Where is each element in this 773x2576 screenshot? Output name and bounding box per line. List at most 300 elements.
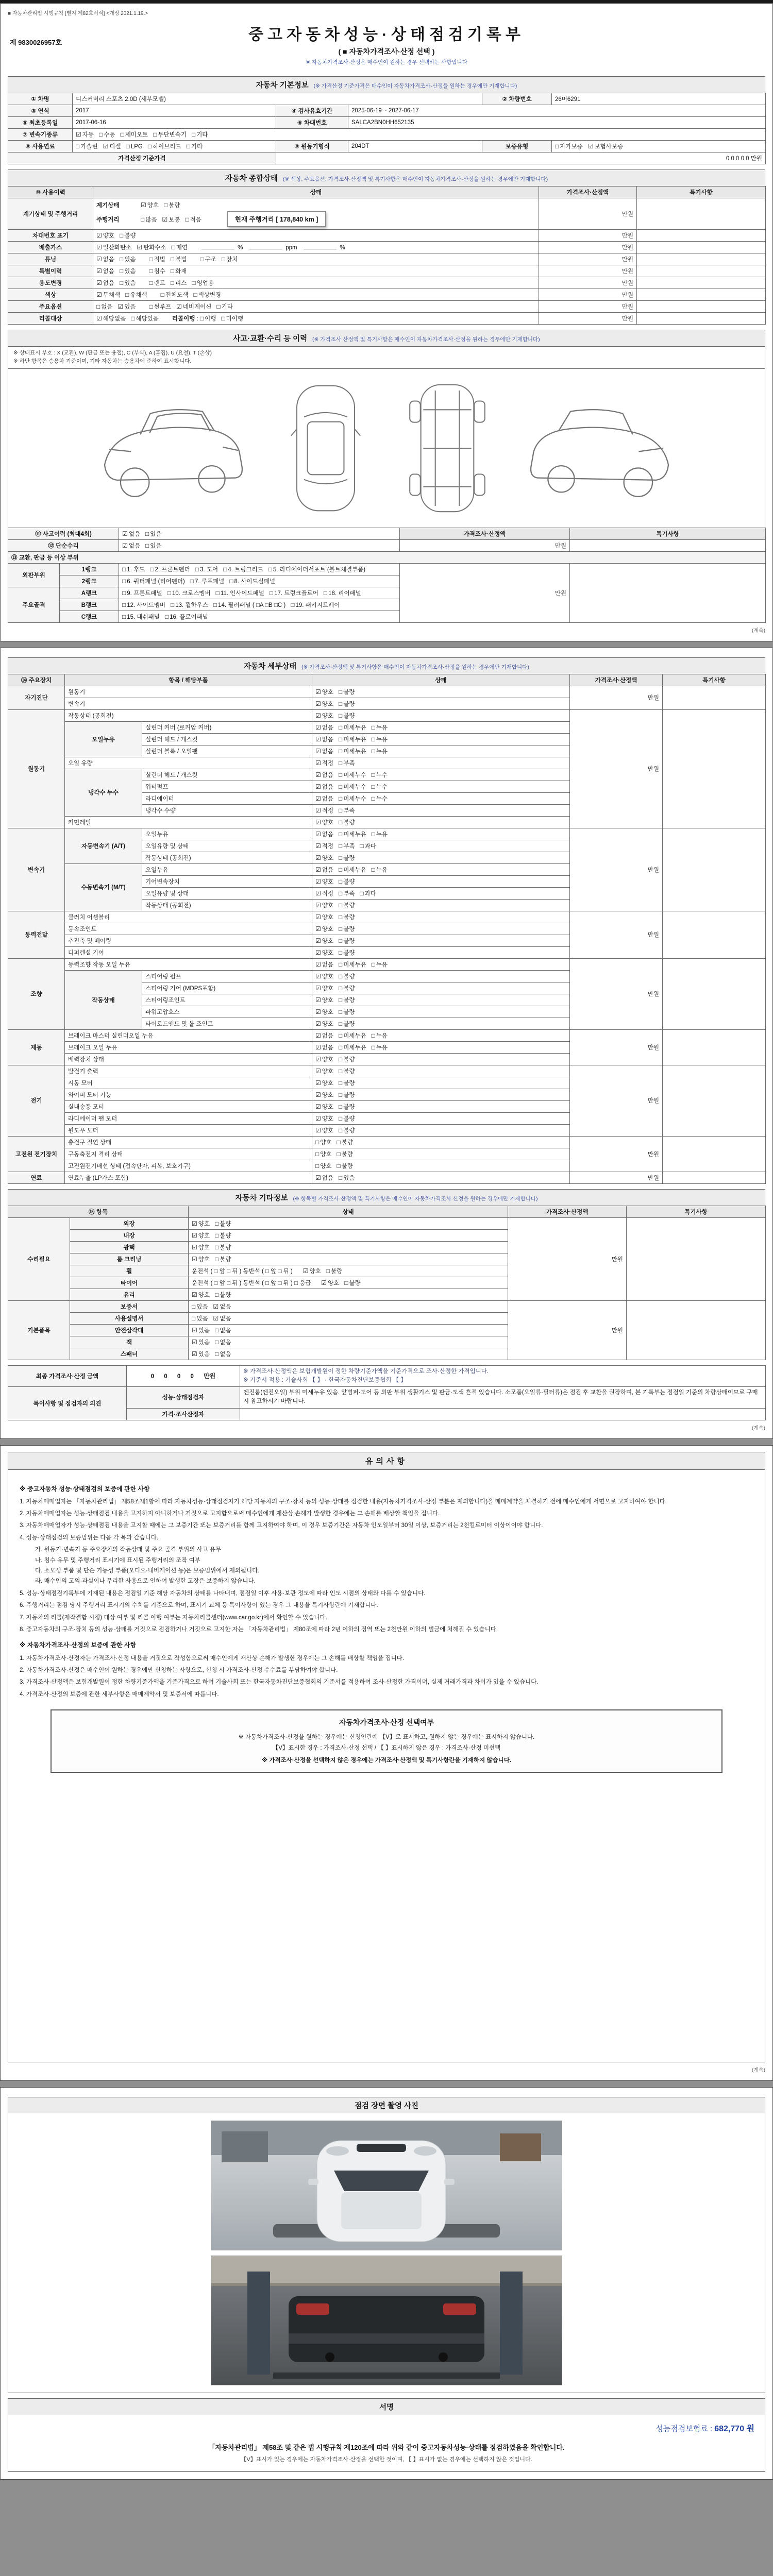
item-cell: 배력장치 상태: [65, 1053, 312, 1065]
column-header: ⑭ 주요장치: [8, 674, 65, 686]
checkbox-checked[interactable]: ☑ 없음: [96, 267, 114, 275]
checkbox-checked[interactable]: ☑ 해당없음: [96, 315, 126, 322]
checkbox-unchecked[interactable]: □ 전체도색: [160, 291, 189, 298]
checkbox-checked[interactable]: ☑ 양호: [315, 1079, 333, 1087]
note-cell: [663, 1065, 766, 1136]
section-detail-condition: [8, 657, 765, 1184]
price-cell: 만원: [570, 1029, 663, 1065]
checkbox-checked[interactable]: ☑ 양호: [315, 1126, 333, 1134]
state-cell: [312, 887, 570, 899]
checkbox-unchecked[interactable]: □ 많음: [141, 216, 157, 223]
checkbox-unchecked[interactable]: □ 불량: [338, 913, 355, 921]
checkbox-checked[interactable]: ☑ 없음: [315, 866, 333, 873]
checkbox-unchecked[interactable]: □ 무단변속기: [153, 131, 187, 138]
state-cell: [189, 1324, 508, 1336]
checkbox-unchecked[interactable]: □ 불량: [338, 688, 355, 696]
label-cell: 특별이력: [8, 265, 93, 277]
note-cell: [627, 1217, 766, 1300]
checkbox-checked[interactable]: ☑ 없음: [213, 1314, 231, 1322]
checkbox-unchecked[interactable]: □ 17. 트렁크플로어: [269, 589, 318, 597]
checkbox-unchecked[interactable]: □ 16. 플로어패널: [164, 613, 208, 620]
checkbox-checked[interactable]: ☑ 양호: [315, 913, 333, 921]
checkbox-unchecked[interactable]: □ 누유: [371, 866, 388, 873]
checkbox-unchecked[interactable]: □ 부족: [338, 759, 355, 767]
checkbox-unchecked[interactable]: □ 있음: [119, 267, 136, 275]
checkbox-unchecked[interactable]: □ 불량: [338, 1008, 355, 1015]
checkbox-unchecked[interactable]: □ 미세누유: [338, 723, 366, 731]
item-cell: 오일유량 및 상태: [142, 840, 312, 852]
checkbox-unchecked[interactable]: □ 15. 대쉬패널: [122, 613, 160, 620]
notice-title: 유의사항: [8, 1452, 765, 1470]
notice-item: 4. 성능·상태점검의 보증범위는 다음 각 목과 같습니다.: [20, 1534, 159, 1541]
continue-mark: (계속): [752, 1425, 765, 1431]
checkbox-unchecked[interactable]: □ 양호: [315, 1150, 332, 1158]
inspector-comment: 엔진룸(엔진오일) 부위 미세누유 있음. 앞범퍼·도어 등 외판 부위 생활기스 및 판금·도색 흔적 있습니다. 소모품(오일류·필터류)은 점검 후 교환을 권장하며, 본 기록부는 점검일 기준의 차량상태이므로 구매 시 참고하시기 바랍니다.: [240, 1387, 766, 1409]
note-cell: [637, 198, 766, 230]
checkbox-checked[interactable]: ☑ 있음: [192, 1350, 210, 1358]
column-header: 가격조사·산정액: [400, 528, 570, 539]
checkbox-icon: ☑: [213, 1302, 219, 1310]
checkbox-icon: □: [215, 1243, 219, 1251]
page-2: [0, 648, 773, 1439]
checkbox-checked[interactable]: ☑ 없음: [315, 1043, 333, 1051]
checkbox-icon: ☑: [587, 143, 594, 150]
checkbox-icon: □: [192, 1302, 196, 1310]
checkbox-icon: ☑: [303, 1267, 309, 1275]
checkbox-unchecked[interactable]: □ 미세누수: [338, 794, 366, 802]
item-cell: 작동상태 (공회전): [142, 899, 312, 911]
checkbox-checked[interactable]: ☑ 없음: [96, 256, 114, 263]
section-other-info: [8, 1189, 765, 1360]
checkbox-unchecked[interactable]: □ 18. 리어패널: [323, 589, 361, 597]
checkbox-unchecked[interactable]: □ 미세누유: [338, 866, 366, 873]
checkbox-unchecked[interactable]: □ 양호: [315, 1162, 332, 1170]
checkbox-unchecked[interactable]: □ 불량: [215, 1291, 231, 1298]
checkbox-checked[interactable]: ☑ 양호: [303, 1267, 321, 1275]
checkbox-icon: ☑: [192, 1231, 197, 1239]
checkbox-checked[interactable]: ☑ 없음: [315, 1174, 333, 1181]
state-cell: [312, 721, 570, 733]
other-item-label: 타이어: [70, 1277, 189, 1289]
notice-subitem: 다. 소모성 부품 및 단순 기능성 부품(오디오·내비게이션 등)은 보증범위에서 제외됩니다.: [35, 1568, 260, 1574]
checkbox-unchecked[interactable]: □ 있음: [338, 1174, 355, 1181]
checkbox-unchecked[interactable]: □ 가솔린: [76, 143, 98, 150]
checkbox-unchecked[interactable]: □ 누수: [371, 771, 388, 778]
checkbox-checked[interactable]: ☑ 있음: [192, 1338, 210, 1346]
checkbox-icon: □: [221, 256, 226, 263]
checkbox-unchecked[interactable]: □ 있음: [119, 256, 136, 263]
device-group-label: 제동: [8, 1029, 65, 1065]
checkbox-unchecked[interactable]: □ 이행: [199, 315, 216, 322]
rank-items: [119, 599, 400, 611]
checkbox-checked[interactable]: ☑ 양호: [141, 201, 159, 209]
checkbox-icon: □: [223, 565, 227, 573]
checkbox-checked[interactable]: ☑ 양호: [315, 901, 333, 909]
notice-item: 3. 자동차매매업자가 성능·상태점검 내용을 고지할 때에는 그 보증기간 또는 보증거리를 함께 고지하여야 하며, 이 경우 보증기간은 자동차 인도일부터 30일 이상, 보증거리는 2천킬로미터 이상이어야 합니다.: [20, 1522, 543, 1529]
checkbox-unchecked[interactable]: □ 누유: [371, 1031, 388, 1039]
checkbox-checked[interactable]: ☑ 보통: [162, 216, 180, 223]
input-blank[interactable]: [249, 244, 282, 249]
checkbox-icon: ☑: [96, 256, 102, 263]
checkbox-checked[interactable]: ☑ 없음: [315, 1031, 333, 1039]
checkbox-unchecked[interactable]: □ 매연: [171, 244, 188, 251]
checkbox-unchecked[interactable]: □ 불량: [338, 854, 355, 861]
checkbox-icon: □: [119, 256, 124, 263]
checkbox-checked[interactable]: ☑ 양호: [315, 711, 333, 719]
checkbox-unchecked[interactable]: □ 6. 쿼터패널 (리어펜더): [122, 577, 185, 585]
checkbox-unchecked[interactable]: □ 5. 라디에이터서포트 (볼트체결부품): [268, 565, 366, 573]
checkbox-unchecked[interactable]: □ 있음: [192, 1302, 208, 1310]
checkbox-unchecked[interactable]: □ 과다: [360, 842, 376, 850]
checkbox-checked[interactable]: ☑ 없음: [96, 279, 114, 286]
checkbox-unchecked[interactable]: □ 누수: [371, 783, 388, 790]
state-cell: [312, 1041, 570, 1053]
checkbox-unchecked[interactable]: □ 불량: [163, 201, 180, 209]
price-cell: 만원: [508, 1217, 627, 1300]
checkbox-checked[interactable]: ☑ 있음: [192, 1326, 210, 1334]
checkbox-unchecked[interactable]: □ 부족: [338, 889, 355, 897]
device-group-label: 원동기: [8, 709, 65, 828]
checkbox-unchecked[interactable]: □ 화재: [170, 267, 187, 275]
checkbox-unchecked[interactable]: □ 4. 트렁크리드: [223, 565, 263, 573]
checkbox-checked[interactable]: ☑ 양호: [315, 1055, 333, 1063]
state-cell: [93, 277, 539, 289]
section-title: 자동차 세부상태 (※ 가격조사·산정액 및 특기사항은 매수인이 자동차가격조사·산정을 원하는 경우에만 기재합니다): [8, 657, 765, 674]
checkbox-unchecked[interactable]: □ 렌트: [149, 279, 165, 286]
checkbox-unchecked[interactable]: □ 불량: [338, 1126, 355, 1134]
checkbox-unchecked[interactable]: □ 세미오토: [120, 131, 148, 138]
checkbox-icon: □: [150, 565, 154, 573]
checkbox-checked[interactable]: ☑ 양호: [315, 948, 333, 956]
checkbox-unchecked[interactable]: □ 색상변경: [193, 291, 222, 298]
rank-items: [119, 611, 400, 622]
checkbox-unchecked[interactable]: □ 기타: [186, 143, 203, 150]
checkbox-icon: □: [199, 315, 204, 322]
checkbox-unchecked[interactable]: □ 불량: [215, 1243, 231, 1251]
checkbox-unchecked[interactable]: □ 불량: [215, 1231, 231, 1239]
label-cell: B랭크: [60, 599, 119, 611]
checkbox-icon: ☑: [315, 688, 321, 696]
checkbox-unchecked[interactable]: □ 있음: [145, 541, 162, 549]
state-cell: [312, 781, 570, 792]
checkbox-unchecked[interactable]: □ 썬루프: [149, 303, 172, 310]
price-cell: 만원: [539, 301, 637, 313]
checkbox-checked[interactable]: ☑ 양호: [315, 996, 333, 1004]
checkbox-checked[interactable]: ☑ 없음: [315, 783, 333, 790]
checkbox-checked[interactable]: ☑ 없음: [315, 747, 333, 755]
checkbox-icon: ☑: [315, 925, 321, 933]
continue-mark: (계속): [752, 628, 765, 634]
checkbox-unchecked[interactable]: □ 11. 인사이드패널: [215, 589, 264, 597]
item-cell: 디퍼렌셜 기어: [65, 946, 312, 958]
checkbox-unchecked[interactable]: □ 불량: [344, 1279, 361, 1286]
checkbox-unchecked[interactable]: □ 양호: [315, 1138, 332, 1146]
page-title: 중고자동차성능·상태점검기록부: [248, 26, 525, 43]
checkbox-checked[interactable]: ☑ 디젤: [103, 143, 121, 150]
checkbox-icon: ☑: [315, 1174, 321, 1181]
checkbox-icon: □: [215, 1291, 219, 1298]
label-cell: 계기상태 및 주행거리: [8, 198, 93, 230]
checkbox-checked[interactable]: ☑ 없음: [122, 530, 140, 537]
checkbox-unchecked[interactable]: □ 누유: [371, 1043, 388, 1051]
state-cell: [312, 911, 570, 923]
column-header: 특기사항: [570, 528, 766, 539]
checkbox-unchecked[interactable]: □ 불량: [338, 901, 355, 909]
checkbox-checked[interactable]: ☑ 양호: [315, 854, 333, 861]
checkbox-unchecked[interactable]: □ 유채색: [125, 291, 147, 298]
checkbox-checked[interactable]: ☑ 없음: [315, 771, 333, 778]
input-blank[interactable]: [304, 244, 337, 249]
checkbox-unchecked[interactable]: □ 12. 사이드멤버: [122, 601, 165, 608]
checkbox-unchecked[interactable]: □ 13. 휠하우스: [170, 601, 208, 608]
checkbox-unchecked[interactable]: □ 장치: [221, 256, 238, 263]
checkbox-checked[interactable]: ☑ 없음: [213, 1302, 231, 1310]
checkbox-unchecked[interactable]: □ 불량: [338, 937, 355, 944]
checkbox-unchecked[interactable]: □ 8. 사이드실패널: [229, 577, 275, 585]
checkbox-checked[interactable]: ☑ 양호: [192, 1231, 210, 1239]
checkbox-unchecked[interactable]: □ 없음: [215, 1338, 231, 1346]
checkbox-unchecked[interactable]: □ LPG: [126, 143, 143, 150]
checkbox-unchecked[interactable]: □ 리스: [170, 279, 187, 286]
checkbox-unchecked[interactable]: □ 미세누수: [338, 771, 366, 778]
checkbox-icon: □: [119, 279, 124, 286]
checkbox-unchecked[interactable]: □ 불량: [338, 1091, 355, 1098]
checkbox-icon: ☑: [315, 866, 321, 873]
checkbox-unchecked[interactable]: □ 자가보증: [555, 143, 583, 150]
other-item-label: 내장: [70, 1229, 189, 1241]
item-cell: 스티어링 펌프: [142, 970, 312, 982]
checkbox-unchecked[interactable]: □ 적음: [185, 216, 201, 223]
label-cell: 가격·조사산정자: [127, 1408, 240, 1420]
checkbox-unchecked[interactable]: □ 7. 루프패널: [190, 577, 225, 585]
checkbox-checked[interactable]: ☑ 양호: [315, 700, 333, 707]
checkbox-icon: ☑: [315, 1031, 321, 1039]
checkbox-checked[interactable]: ☑ 양호: [192, 1219, 210, 1227]
checkbox-unchecked[interactable]: □ 있음: [145, 530, 162, 537]
checkbox-checked[interactable]: ☑ 보험사보증: [587, 143, 624, 150]
checkbox-unchecked[interactable]: □ 미세누유: [338, 1031, 366, 1039]
checkbox-unchecked[interactable]: □ 미세누유: [338, 747, 366, 755]
checkbox-checked[interactable]: ☑ 일산화탄소: [96, 244, 132, 251]
checkbox-checked[interactable]: ☑ 양호: [315, 1067, 333, 1075]
checkbox-checked[interactable]: ☑ 자동: [76, 131, 94, 138]
checkbox-unchecked[interactable]: □ 있음: [192, 1314, 208, 1322]
checkbox-checked[interactable]: ☑ 양호: [192, 1243, 210, 1251]
checkbox-checked[interactable]: ☑ 있음: [117, 303, 136, 310]
checkbox-unchecked[interactable]: □ 침수: [149, 267, 165, 275]
checkbox-icon: □: [338, 842, 343, 850]
checkbox-icon: □: [338, 960, 343, 968]
car-diagram-rear34-icon: [520, 376, 685, 520]
input-blank[interactable]: [201, 244, 234, 249]
checkbox-checked[interactable]: ☑ 없음: [315, 830, 333, 838]
notice-body: [8, 1470, 765, 2062]
checkbox-unchecked[interactable]: □ 누유: [371, 735, 388, 743]
mid-group-label: 작동상태: [65, 970, 142, 1029]
checkbox-unchecked[interactable]: □ 불량: [119, 232, 136, 239]
checkbox-unchecked[interactable]: □ 수동: [98, 131, 115, 138]
note-cell: [637, 242, 766, 253]
checkbox-unchecked[interactable]: □ 불량: [338, 972, 355, 980]
checkbox-unchecked[interactable]: □ 부족: [338, 842, 355, 850]
checkbox-unchecked[interactable]: □ 누유: [371, 723, 388, 731]
checkbox-icon: □: [119, 232, 124, 239]
checkbox-unchecked[interactable]: □ 불량: [338, 1020, 355, 1027]
checkbox-unchecked[interactable]: □ 없음: [215, 1326, 231, 1334]
checkbox-unchecked[interactable]: □ 불량: [338, 925, 355, 933]
checkbox-icon: ☑: [315, 877, 321, 885]
note-cell: [637, 265, 766, 277]
mid-group-label: 수동변속기 (M/T): [65, 863, 142, 911]
state-cell: [312, 840, 570, 852]
document-number: 제 9830026957호: [10, 39, 62, 46]
checkbox-checked[interactable]: ☑ 양호: [315, 1114, 333, 1122]
checkbox-unchecked[interactable]: □ 미이행: [221, 315, 243, 322]
checkbox-unchecked[interactable]: □ 불법: [170, 256, 187, 263]
checkbox-unchecked[interactable]: □ 기타: [216, 303, 233, 310]
checkbox-unchecked[interactable]: □ 누유: [371, 747, 388, 755]
checkbox-icon: □: [215, 1255, 219, 1263]
price-cell: 만원: [570, 1136, 663, 1172]
checkbox-unchecked[interactable]: □ 불량: [337, 1162, 353, 1170]
checkbox-unchecked[interactable]: □ 불량: [338, 1079, 355, 1087]
checkbox-unchecked[interactable]: □ 해당있음: [131, 315, 159, 322]
checkbox-checked[interactable]: ☑ 없음: [315, 794, 333, 802]
label-cell: 배출가스: [8, 242, 93, 253]
checkbox-checked[interactable]: ☑ 양호: [315, 877, 333, 885]
item-cell: 냉각수 수량: [142, 804, 312, 816]
checkbox-icon: □: [338, 759, 343, 767]
checkbox-unchecked[interactable]: □ 없음: [215, 1350, 231, 1358]
checkbox-icon: ☑: [315, 984, 321, 992]
checkbox-unchecked[interactable]: □ 불량: [338, 700, 355, 707]
checkbox-unchecked[interactable]: □ 불량: [338, 877, 355, 885]
checkbox-icon: ☑: [315, 960, 321, 968]
checkbox-unchecked[interactable]: □ 영업용: [192, 279, 214, 286]
column-header: 항목 / 해당부품: [65, 674, 312, 686]
checkbox-checked[interactable]: ☑ 양호: [315, 937, 333, 944]
label-cell: 주요골격: [8, 587, 60, 622]
checkbox-unchecked[interactable]: □ 과다: [360, 889, 376, 897]
checkbox-icon: ☑: [315, 1126, 321, 1134]
checkbox-unchecked[interactable]: □ 9. 프론트패널: [122, 589, 162, 597]
checkbox-unchecked[interactable]: □ 미세누수: [338, 783, 366, 790]
legend-line-2: ※ 하단 항목은 승용차 기준이며, 기타 자동차는 승용차에 준하여 표시합니다.: [13, 358, 192, 364]
checkbox-checked[interactable]: ☑ 양호: [96, 232, 114, 239]
checkbox-checked[interactable]: ☑ 없음: [315, 723, 333, 731]
checkbox-unchecked[interactable]: □ 불량: [337, 1150, 353, 1158]
checkbox-checked[interactable]: ☑ 양호: [315, 688, 333, 696]
checkbox-checked[interactable]: ☑ 네비게이션: [176, 303, 212, 310]
checkbox-unchecked[interactable]: □ 미세누유: [338, 735, 366, 743]
checkbox-checked[interactable]: ☑ 양호: [315, 1103, 333, 1110]
section-title: 서명: [8, 2398, 765, 2415]
title-block: [8, 20, 765, 71]
checkbox-checked[interactable]: ☑ 양호: [315, 1091, 333, 1098]
checkbox-icon: □: [555, 143, 559, 150]
checkbox-unchecked[interactable]: □ 불량: [215, 1219, 231, 1227]
checkbox-icon: ☑: [117, 303, 124, 310]
checkbox-unchecked[interactable]: □ 불량: [338, 1103, 355, 1110]
checkbox-icon: □: [338, 1114, 343, 1122]
checkbox-unchecked[interactable]: □ 불량: [338, 1114, 355, 1122]
checkbox-unchecked[interactable]: □ 기타: [191, 131, 208, 138]
checkbox-icon: ☑: [315, 747, 321, 755]
checkbox-checked[interactable]: ☑ 양호: [315, 984, 333, 992]
label-cell: 최종 가격조사·산정 금액: [8, 1365, 127, 1387]
checkbox-unchecked[interactable]: □ 불량: [215, 1255, 231, 1263]
checkbox-checked[interactable]: ☑ 양호: [315, 972, 333, 980]
checkbox-icon: ☑: [315, 937, 321, 944]
checkbox-checked[interactable]: ☑ 양호: [315, 818, 333, 826]
note-cell: [637, 277, 766, 289]
checkbox-unchecked[interactable]: □ 누수: [371, 794, 388, 802]
checkbox-unchecked[interactable]: □ 2. 프론트펜더: [150, 565, 190, 573]
state-cell: [312, 852, 570, 863]
checkbox-unchecked[interactable]: □ 부족: [338, 806, 355, 814]
mid-group-label: 자동변속기 (A/T): [65, 828, 142, 863]
checkbox-unchecked[interactable]: □ 19. 패키지트레이: [291, 601, 340, 608]
checkbox-unchecked[interactable]: □ 하이브리드: [147, 143, 181, 150]
checkbox-checked[interactable]: ☑ 적정: [315, 759, 333, 767]
checkbox-icon: □: [190, 577, 194, 585]
column-header: 가격조사·산정액: [508, 1206, 627, 1217]
checkbox-checked[interactable]: ☑ 무채색: [96, 291, 121, 298]
other-item-label: 광택: [70, 1241, 189, 1253]
checkbox-unchecked[interactable]: □ 불량: [338, 818, 355, 826]
checkbox-icon: □: [344, 1279, 348, 1286]
checkbox-unchecked[interactable]: □ 불량: [338, 996, 355, 1004]
state-cell: ☑ 해당없음 □ 해당있음 리콜이행 : □ 이행 □ 미이행: [93, 313, 539, 325]
checkbox-unchecked[interactable]: □ 적법: [149, 256, 165, 263]
checkbox-unchecked[interactable]: □ 불량: [338, 948, 355, 956]
checkbox-checked[interactable]: ☑ 양호: [192, 1255, 210, 1263]
checkbox-unchecked[interactable]: □ 불량: [338, 1055, 355, 1063]
checkbox-checked[interactable]: ☑ 없음: [315, 960, 333, 968]
checkbox-unchecked[interactable]: □ 불량: [337, 1138, 353, 1146]
state-cell: [312, 1124, 570, 1136]
checkbox-unchecked[interactable]: □ 1. 후드: [122, 565, 145, 573]
checkbox-unchecked[interactable]: □ 불량: [326, 1267, 343, 1275]
checkbox-checked[interactable]: ☑ 없음: [122, 541, 140, 549]
checkbox-unchecked[interactable]: □ 불량: [338, 1067, 355, 1075]
checkbox-checked[interactable]: ☑ 양호: [315, 1008, 333, 1015]
checkbox-checked[interactable]: ☑ 없음: [315, 735, 333, 743]
checkbox-checked[interactable]: ☑ 양호: [192, 1291, 210, 1298]
checkbox-unchecked[interactable]: □ 미세누유: [338, 1043, 366, 1051]
checkbox-checked[interactable]: ☑ 탄화수소: [137, 244, 166, 251]
checkbox-checked[interactable]: ☑ 양호: [315, 1020, 333, 1027]
checkbox-unchecked[interactable]: □ 구조: [200, 256, 216, 263]
state-cell: [189, 1300, 508, 1312]
checkbox-unchecked[interactable]: □ 3. 도어: [195, 565, 219, 573]
checkbox-unchecked[interactable]: □ 14. 필러패널 ( □A □B □C ): [213, 601, 286, 608]
checkbox-unchecked[interactable]: □ 10. 크로스멤버: [167, 589, 211, 597]
checkbox-checked[interactable]: ☑ 적정: [315, 842, 333, 850]
checkbox-unchecked[interactable]: □ 미세누유: [338, 960, 366, 968]
checkbox-unchecked[interactable]: □ 없음: [96, 303, 113, 310]
checkbox-unchecked[interactable]: □ 누유: [371, 830, 388, 838]
checkbox-unchecked[interactable]: □ 누유: [371, 960, 388, 968]
checkbox-checked[interactable]: ☑ 양호: [315, 925, 333, 933]
checkbox-unchecked[interactable]: □ 미세누유: [338, 830, 366, 838]
checkbox-checked[interactable]: ☑ 양호: [321, 1279, 340, 1286]
checkbox-unchecked[interactable]: □ 불량: [338, 711, 355, 719]
checkbox-checked[interactable]: ☑ 적정: [315, 806, 333, 814]
checkbox-unchecked[interactable]: □ 불량: [338, 984, 355, 992]
checkbox-unchecked[interactable]: □ 있음: [119, 279, 136, 286]
checkbox-checked[interactable]: ☑ 적정: [315, 889, 333, 897]
